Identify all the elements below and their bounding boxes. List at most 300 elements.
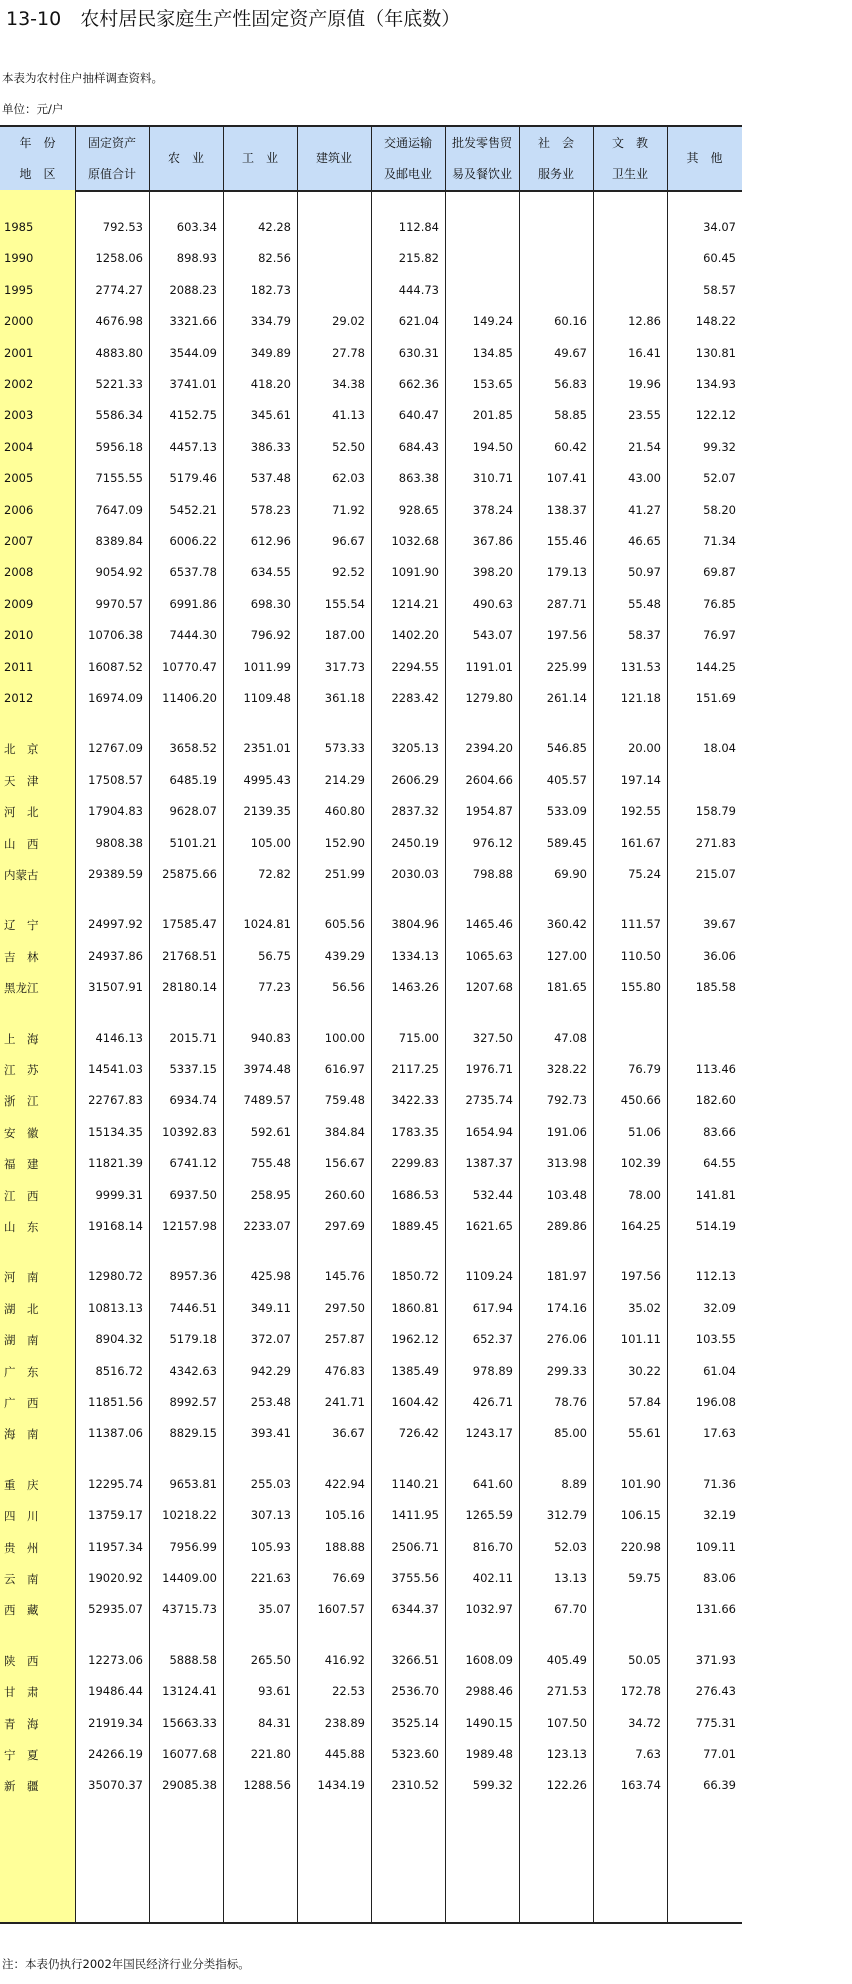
value-cell: 3658.52 (169, 741, 217, 756)
value-cell: 2450.19 (391, 835, 439, 850)
value-cell: 1463.26 (391, 980, 439, 995)
column-divider (445, 127, 446, 1922)
value-cell: 29389.59 (88, 867, 143, 881)
value-cell: 532.44 (472, 1187, 513, 1202)
value-cell: 5888.58 (169, 1652, 217, 1667)
value-cell: 29.02 (332, 314, 365, 329)
header-text: 地 区 (19, 166, 56, 181)
value-cell: 41.13 (332, 408, 365, 423)
value-cell: 122.12 (695, 408, 736, 423)
value-cell: 976.12 (472, 835, 513, 850)
value-cell: 110.50 (620, 948, 661, 963)
value-cell: 225.99 (546, 659, 587, 674)
value-cell: 2233.07 (243, 1219, 291, 1233)
value-cell: 251.99 (324, 867, 365, 881)
value-cell: 640.47 (398, 408, 439, 423)
value-cell: 255.03 (250, 1476, 291, 1491)
value-cell: 1032.97 (465, 1602, 513, 1617)
value-cell: 2117.25 (391, 1062, 439, 1076)
unit-label: 单位：元/户 (2, 102, 64, 116)
table-title: 13-10 农村居民家庭生产性固定资产原值（年底数） (6, 8, 461, 30)
year-label: 2011 (4, 659, 34, 674)
year-label: 2006 (4, 502, 34, 517)
value-cell: 134.93 (695, 377, 736, 391)
value-cell: 490.63 (472, 596, 513, 611)
value-cell: 10813.13 (88, 1300, 143, 1315)
value-cell: 599.32 (472, 1778, 513, 1793)
value-cell: 8904.32 (95, 1332, 143, 1347)
region-label: 黑龙江 (4, 981, 39, 996)
value-cell: 345.61 (250, 408, 291, 423)
value-cell: 10392.83 (162, 1124, 217, 1139)
value-cell: 297.69 (324, 1219, 365, 1233)
value-cell: 39.67 (703, 917, 736, 932)
region-label: 江 苏 (4, 1063, 39, 1077)
value-cell: 43715.73 (162, 1602, 217, 1617)
value-cell: 75.24 (628, 867, 661, 881)
value-cell: 317.73 (324, 659, 365, 674)
header-cell (593, 127, 667, 190)
value-cell: 131.66 (695, 1602, 736, 1617)
value-cell: 9970.57 (95, 596, 143, 611)
value-cell: 82.56 (258, 251, 291, 266)
value-cell: 18.04 (703, 741, 736, 756)
value-cell: 60.42 (554, 439, 587, 454)
value-cell: 11387.06 (88, 1426, 143, 1441)
value-cell: 372.07 (250, 1332, 291, 1347)
value-cell: 50.05 (628, 1652, 661, 1667)
value-cell: 123.13 (546, 1747, 587, 1761)
value-cell: 378.24 (472, 502, 513, 517)
value-cell: 1962.12 (391, 1332, 439, 1347)
value-cell: 188.88 (324, 1539, 365, 1554)
value-cell: 367.86 (472, 534, 513, 548)
region-label: 甘 肃 (4, 1685, 39, 1700)
value-cell: 3266.51 (391, 1652, 439, 1667)
value-cell: 10218.22 (162, 1508, 217, 1523)
value-cell: 1385.49 (391, 1363, 439, 1378)
value-cell: 271.53 (546, 1684, 587, 1699)
value-cell: 76.79 (628, 1062, 661, 1076)
value-cell: 60.45 (703, 251, 736, 266)
value-cell: 942.29 (250, 1363, 291, 1378)
value-cell: 58.37 (628, 628, 661, 643)
value-cell: 134.85 (472, 345, 513, 360)
value-cell: 2606.29 (391, 772, 439, 787)
value-cell: 4995.43 (243, 772, 291, 787)
value-cell: 17585.47 (162, 917, 217, 932)
value-cell: 71.36 (703, 1476, 736, 1491)
value-cell: 61.04 (703, 1363, 736, 1378)
value-cell: 2506.71 (391, 1539, 439, 1554)
value-cell: 172.78 (620, 1684, 661, 1699)
value-cell: 1065.63 (465, 948, 513, 963)
value-cell: 3755.56 (391, 1571, 439, 1585)
value-cell: 71.92 (332, 502, 365, 517)
value-cell: 7489.57 (243, 1093, 291, 1108)
value-cell: 2139.35 (243, 804, 291, 819)
value-cell: 24266.19 (88, 1747, 143, 1761)
value-cell: 603.34 (176, 220, 217, 234)
value-cell: 5179.18 (169, 1332, 217, 1347)
value-cell: 77.23 (258, 980, 291, 995)
header-text: 农 业 (167, 151, 204, 165)
header-text: 其 他 (686, 151, 723, 165)
header-text: 文 教 (611, 135, 648, 150)
value-cell: 289.86 (546, 1219, 587, 1233)
value-cell: 384.84 (324, 1124, 365, 1139)
header-text: 交通运输 (383, 135, 432, 150)
value-cell: 898.93 (176, 251, 217, 266)
value-cell: 201.85 (472, 408, 513, 423)
value-cell: 1860.81 (391, 1300, 439, 1315)
value-cell: 28180.14 (162, 980, 217, 995)
year-label: 2009 (4, 596, 34, 611)
header-cell (0, 127, 75, 190)
value-cell: 1465.46 (465, 917, 513, 932)
value-cell: 2299.83 (391, 1156, 439, 1171)
region-label: 贵 州 (4, 1540, 39, 1555)
value-cell: 3525.14 (391, 1715, 439, 1730)
value-cell: 3804.96 (391, 917, 439, 932)
value-cell: 11406.20 (162, 691, 217, 705)
value-cell: 76.85 (703, 596, 736, 611)
value-cell: 422.94 (324, 1476, 365, 1491)
value-cell: 93.61 (258, 1684, 291, 1699)
value-cell: 4342.63 (169, 1363, 217, 1378)
column-divider (667, 127, 668, 1922)
region-label: 湖 北 (4, 1301, 39, 1316)
value-cell: 662.36 (398, 377, 439, 391)
value-cell: 2351.01 (243, 741, 291, 756)
region-label: 陕 西 (4, 1653, 39, 1668)
value-cell: 543.07 (472, 628, 513, 643)
value-cell: 102.39 (620, 1156, 661, 1171)
value-cell: 1243.17 (465, 1426, 513, 1441)
value-cell: 863.38 (398, 471, 439, 486)
value-cell: 605.56 (324, 917, 365, 932)
region-label: 上 海 (4, 1031, 39, 1046)
value-cell: 1490.15 (465, 1715, 513, 1730)
value-cell: 1334.13 (391, 948, 439, 963)
value-cell: 759.48 (324, 1093, 365, 1108)
value-cell: 185.58 (695, 980, 736, 995)
value-cell: 476.83 (324, 1363, 365, 1378)
header-text: 服务业 (537, 166, 574, 181)
value-cell: 297.50 (324, 1300, 365, 1315)
value-cell: 47.08 (554, 1030, 587, 1045)
value-cell: 21919.34 (88, 1715, 143, 1730)
value-cell: 2088.23 (169, 282, 217, 297)
value-cell: 3974.48 (243, 1062, 291, 1076)
value-cell: 792.73 (546, 1093, 587, 1108)
value-cell: 156.67 (324, 1156, 365, 1171)
value-cell: 445.88 (324, 1747, 365, 1761)
value-cell: 76.69 (332, 1571, 365, 1585)
year-label: 2005 (4, 471, 34, 486)
value-cell: 24997.92 (88, 917, 143, 932)
value-cell: 105.00 (250, 835, 291, 850)
value-cell: 83.66 (703, 1124, 736, 1139)
value-cell: 13759.17 (88, 1508, 143, 1523)
value-cell: 14409.00 (162, 1571, 217, 1585)
value-cell: 112.84 (398, 220, 439, 234)
value-cell: 145.76 (324, 1269, 365, 1284)
value-cell: 405.57 (546, 772, 587, 787)
value-cell: 113.46 (695, 1062, 736, 1076)
value-cell: 6937.50 (169, 1187, 217, 1202)
value-cell: 416.92 (324, 1652, 365, 1667)
value-cell: 99.32 (703, 439, 736, 454)
value-cell: 35.02 (628, 1300, 661, 1315)
value-cell: 617.94 (472, 1300, 513, 1315)
value-cell: 50.97 (628, 565, 661, 580)
header-text: 批发零售贸 (451, 135, 512, 150)
region-label: 青 海 (4, 1716, 39, 1731)
value-cell: 182.60 (695, 1093, 736, 1108)
value-cell: 58.85 (554, 408, 587, 423)
value-cell: 181.65 (546, 980, 587, 995)
value-cell: 238.89 (324, 1715, 365, 1730)
value-cell: 792.53 (102, 220, 143, 234)
value-cell: 312.79 (546, 1508, 587, 1523)
value-cell: 261.14 (546, 691, 587, 705)
header-cell (519, 127, 593, 190)
value-cell: 6934.74 (169, 1093, 217, 1108)
value-cell: 221.63 (250, 1571, 291, 1585)
value-cell: 10770.47 (162, 659, 217, 674)
value-cell: 5452.21 (169, 502, 217, 517)
value-cell: 276.06 (546, 1332, 587, 1347)
value-cell: 32.19 (703, 1508, 736, 1523)
value-cell: 111.57 (620, 917, 661, 932)
value-cell: 35.07 (258, 1602, 291, 1617)
region-label: 北 京 (4, 742, 39, 757)
value-cell: 194.50 (472, 439, 513, 454)
value-cell: 30.22 (628, 1363, 661, 1378)
header-cell (371, 127, 445, 190)
value-cell: 2774.27 (95, 282, 143, 297)
value-cell: 634.55 (250, 565, 291, 580)
value-cell: 22.53 (332, 1684, 365, 1699)
value-cell: 19.96 (628, 377, 661, 391)
value-cell: 2735.74 (465, 1093, 513, 1108)
value-cell: 9054.92 (95, 565, 143, 580)
value-cell: 1024.81 (243, 917, 291, 932)
value-cell: 5956.18 (95, 439, 143, 454)
value-cell: 418.20 (250, 377, 291, 391)
value-cell: 56.56 (332, 980, 365, 995)
value-cell: 106.15 (620, 1508, 661, 1523)
value-cell: 11957.34 (88, 1539, 143, 1554)
value-cell: 1686.53 (391, 1187, 439, 1202)
value-cell: 1434.19 (317, 1778, 365, 1793)
value-cell: 105.93 (250, 1539, 291, 1554)
value-cell: 158.79 (695, 804, 736, 819)
value-cell: 1604.42 (391, 1395, 439, 1409)
column-divider (593, 127, 594, 1922)
value-cell: 215.07 (695, 867, 736, 881)
value-cell: 221.80 (250, 1747, 291, 1761)
value-cell: 101.90 (620, 1476, 661, 1491)
value-cell: 287.71 (546, 596, 587, 611)
value-cell: 35070.37 (88, 1778, 143, 1793)
value-cell: 386.33 (250, 439, 291, 454)
value-cell: 1976.71 (465, 1062, 513, 1076)
value-cell: 592.61 (250, 1124, 291, 1139)
region-label: 广 西 (4, 1396, 39, 1410)
header-cell (223, 127, 297, 190)
value-cell: 16087.52 (88, 659, 143, 674)
value-cell: 107.50 (546, 1715, 587, 1730)
value-cell: 1258.06 (95, 251, 143, 266)
year-label: 1990 (4, 251, 34, 266)
value-cell: 112.13 (695, 1269, 736, 1284)
value-cell: 161.67 (620, 835, 661, 850)
value-cell: 57.84 (628, 1395, 661, 1409)
value-cell: 1011.99 (243, 659, 291, 674)
value-cell: 13124.41 (162, 1684, 217, 1699)
value-cell: 514.19 (695, 1219, 736, 1233)
region-label: 新 疆 (4, 1779, 39, 1794)
value-cell: 3321.66 (169, 314, 217, 329)
value-cell: 6344.37 (391, 1602, 439, 1617)
value-cell: 1889.45 (391, 1219, 439, 1233)
region-label: 湖 南 (4, 1333, 39, 1348)
value-cell: 32.09 (703, 1300, 736, 1315)
value-cell: 816.70 (472, 1539, 513, 1554)
year-label: 1995 (4, 282, 34, 297)
value-cell: 684.43 (398, 439, 439, 454)
value-cell: 17508.57 (88, 772, 143, 787)
value-cell: 58.20 (703, 502, 736, 517)
value-cell: 46.65 (628, 534, 661, 548)
region-label: 河 北 (4, 805, 39, 820)
value-cell: 2310.52 (391, 1778, 439, 1793)
value-cell: 15663.33 (162, 1715, 217, 1730)
value-cell: 1989.48 (465, 1747, 513, 1761)
value-cell: 2294.55 (391, 659, 439, 674)
value-cell: 52935.07 (88, 1602, 143, 1617)
column-divider (519, 127, 520, 1922)
value-cell: 755.48 (250, 1156, 291, 1171)
value-cell: 1265.59 (465, 1508, 513, 1523)
value-cell: 327.50 (472, 1030, 513, 1045)
value-cell: 2015.71 (169, 1030, 217, 1045)
value-cell: 69.90 (554, 867, 587, 881)
value-cell: 107.41 (546, 471, 587, 486)
value-cell: 42.28 (258, 220, 291, 234)
value-cell: 21768.51 (162, 948, 217, 963)
value-cell: 928.65 (398, 502, 439, 517)
value-cell: 144.25 (695, 659, 736, 674)
value-cell: 155.54 (324, 596, 365, 611)
region-label: 海 南 (4, 1427, 39, 1442)
value-cell: 31507.91 (88, 980, 143, 995)
header-text: 建筑业 (315, 151, 352, 165)
value-cell: 9653.81 (169, 1476, 217, 1491)
value-cell: 4152.75 (169, 408, 217, 423)
value-cell: 7444.30 (169, 628, 217, 643)
year-label: 1985 (4, 220, 34, 234)
value-cell: 52.50 (332, 439, 365, 454)
column-divider (149, 127, 150, 1922)
value-cell: 49.67 (554, 345, 587, 360)
value-cell: 8957.36 (169, 1269, 217, 1284)
value-cell: 83.06 (703, 1571, 736, 1585)
value-cell: 8.89 (561, 1476, 587, 1491)
value-cell: 12273.06 (88, 1652, 143, 1667)
header-cell (297, 127, 371, 190)
value-cell: 2604.66 (465, 772, 513, 787)
header-cell (445, 127, 519, 190)
value-cell: 197.56 (546, 628, 587, 643)
value-cell: 1140.21 (391, 1476, 439, 1491)
value-cell: 537.48 (250, 471, 291, 486)
value-cell: 1654.94 (465, 1124, 513, 1139)
value-cell: 8829.15 (169, 1426, 217, 1441)
value-cell: 5586.34 (95, 408, 143, 423)
region-label: 宁 夏 (4, 1748, 39, 1762)
region-label: 河 南 (4, 1270, 39, 1285)
value-cell: 12157.98 (162, 1219, 217, 1233)
region-label: 重 庆 (4, 1477, 39, 1492)
value-cell: 52.03 (554, 1539, 587, 1554)
header-text: 固定资产 (87, 135, 136, 150)
value-cell: 426.71 (472, 1395, 513, 1409)
value-cell: 105.16 (324, 1508, 365, 1523)
value-cell: 715.00 (398, 1030, 439, 1045)
value-cell: 58.57 (703, 282, 736, 297)
value-cell: 6485.19 (169, 772, 217, 787)
value-cell: 5179.46 (169, 471, 217, 486)
value-cell: 1387.37 (465, 1156, 513, 1171)
value-cell: 36.67 (332, 1426, 365, 1441)
value-cell: 52.07 (703, 471, 736, 486)
value-cell: 3422.33 (391, 1093, 439, 1108)
value-cell: 1288.56 (243, 1778, 291, 1793)
data-table (0, 125, 742, 1924)
year-label: 2012 (4, 691, 34, 705)
value-cell: 425.98 (250, 1269, 291, 1284)
value-cell: 84.31 (258, 1715, 291, 1730)
value-cell: 616.97 (324, 1062, 365, 1076)
value-cell: 60.16 (554, 314, 587, 329)
value-cell: 36.06 (703, 948, 736, 963)
value-cell: 24937.86 (88, 948, 143, 963)
value-cell: 8992.57 (169, 1395, 217, 1409)
value-cell: 621.04 (398, 314, 439, 329)
value-cell: 155.80 (620, 980, 661, 995)
value-cell: 3741.01 (169, 377, 217, 391)
value-cell: 630.31 (398, 345, 439, 360)
value-cell: 276.43 (695, 1684, 736, 1699)
value-cell: 197.14 (620, 772, 661, 787)
region-label: 云 南 (4, 1572, 39, 1586)
value-cell: 141.81 (695, 1187, 736, 1202)
value-cell: 153.65 (472, 377, 513, 391)
value-cell: 174.16 (546, 1300, 587, 1315)
region-label: 广 东 (4, 1364, 39, 1379)
value-cell: 77.01 (703, 1747, 736, 1761)
value-cell: 1091.90 (391, 565, 439, 580)
value-cell: 109.11 (695, 1539, 736, 1554)
year-label: 2002 (4, 377, 34, 391)
value-cell: 148.22 (695, 314, 736, 329)
region-label: 内蒙古 (4, 868, 39, 882)
value-cell: 5337.15 (169, 1062, 217, 1076)
value-cell: 23.55 (628, 408, 661, 423)
